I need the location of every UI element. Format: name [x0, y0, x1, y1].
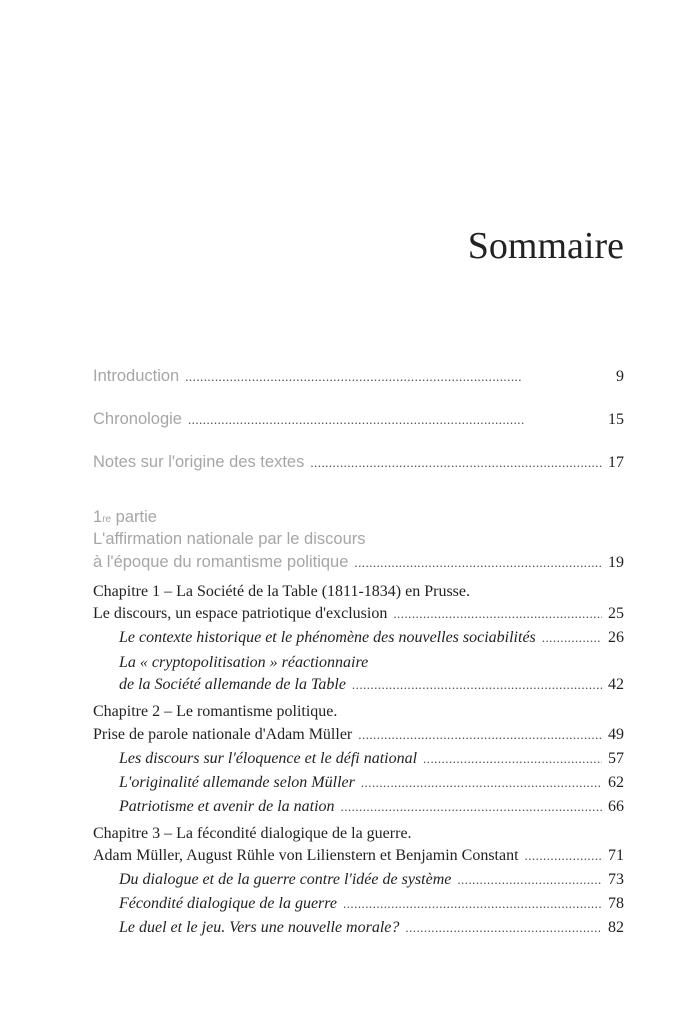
- toc-page: 78: [608, 895, 624, 912]
- toc-page: 19: [608, 554, 624, 571]
- toc-entry-notes[interactable]: [93, 453, 624, 475]
- dot-leader: [361, 775, 602, 791]
- dot-leader: [352, 677, 602, 693]
- toc-page: 25: [608, 605, 624, 622]
- toc-label: Du dialogue et de la guerre contre l'idée de système: [119, 871, 452, 888]
- dot-leader: [341, 799, 602, 815]
- toc-page: 57: [608, 750, 624, 767]
- toc-page: 82: [608, 919, 624, 936]
- dot-leader: [457, 872, 602, 888]
- toc-label: Introduction: [93, 367, 180, 385]
- toc-label: Le duel et le jeu. Vers une nouvelle morale?: [119, 919, 400, 936]
- section-title-line1: La « cryptopolitisation » réactionnaire: [119, 654, 369, 671]
- dot-leader: [542, 630, 602, 646]
- dot-leader: [188, 412, 602, 428]
- toc-entry-section[interactable]: [119, 774, 624, 796]
- page-title: Sommaire: [467, 225, 624, 267]
- toc-entry-part1[interactable]: [93, 553, 624, 575]
- toc-label: Patriotisme et avenir de la nation: [119, 798, 335, 815]
- toc-entry-section[interactable]: [119, 895, 624, 917]
- dot-leader: [354, 555, 602, 571]
- dot-leader: [310, 455, 602, 471]
- toc-entry-section[interactable]: [119, 798, 624, 820]
- toc-label: Notes sur l'origine des textes: [93, 453, 305, 471]
- toc-entry-chronologie[interactable]: [93, 410, 624, 432]
- toc-page: 66: [608, 798, 624, 815]
- dot-leader: [423, 751, 602, 767]
- part-num: 1: [93, 508, 103, 526]
- toc-entry-chapter-3[interactable]: [93, 847, 624, 869]
- toc-page: 26: [608, 629, 624, 646]
- toc-label: Le discours, un espace patriotique d'exclusion: [93, 605, 388, 622]
- part-title-line1: L'affirmation nationale par le discours: [93, 530, 366, 548]
- toc-entry-chapter-1[interactable]: [93, 605, 624, 627]
- toc-label: Prise de parole nationale d'Adam Müller: [93, 726, 353, 743]
- dot-leader: [393, 606, 602, 622]
- chapter-1-title: Chapitre 1 – La Société de la Table (1811-1834) en Prusse.: [93, 583, 470, 600]
- chapter-3-title: Chapitre 3 – La fécondité dialogique de la guerre.: [93, 825, 412, 842]
- toc-label: Fécondité dialogique de la guerre: [119, 895, 338, 912]
- toc-label: Adam Müller, August Rühle von Lilienstern et Benjamin Constant: [93, 847, 519, 864]
- toc-page: 17: [608, 454, 624, 471]
- toc-entry-introduction[interactable]: [93, 367, 624, 389]
- toc-page: 49: [608, 726, 624, 743]
- toc-page: 73: [608, 871, 624, 888]
- toc-page: 15: [608, 411, 624, 428]
- part-num-sup: re: [102, 514, 112, 525]
- toc-label: Le contexte historique et le phénomène des nouvelles sociabilités: [119, 629, 536, 646]
- toc-entry-section[interactable]: [119, 750, 624, 772]
- toc-entry-section[interactable]: [119, 676, 624, 698]
- dot-leader: [343, 896, 602, 912]
- dot-leader: [405, 920, 602, 936]
- toc-page: 62: [608, 774, 624, 791]
- part-number: [93, 508, 624, 530]
- dot-leader: [185, 369, 606, 385]
- toc-label: Chronologie: [93, 410, 182, 428]
- chapter-2-title: Chapitre 2 – Le romantisme politique.: [93, 703, 338, 720]
- toc-entry-chapter-2[interactable]: [93, 726, 624, 748]
- toc-page: 9: [616, 368, 624, 385]
- toc-entry-section[interactable]: [119, 871, 624, 893]
- toc-label: L'originalité allemande selon Müller: [119, 774, 355, 791]
- toc-entry-section[interactable]: [119, 919, 624, 941]
- toc-page: 42: [608, 676, 624, 693]
- toc-page: 71: [608, 847, 624, 864]
- toc-entry-section[interactable]: [119, 629, 624, 651]
- toc-label: à l'époque du romantisme politique: [93, 553, 349, 571]
- toc-label: de la Société allemande de la Table: [119, 676, 346, 693]
- dot-leader: [358, 727, 602, 743]
- part-label: partie: [111, 508, 157, 526]
- toc-label: Les discours sur l'éloquence et le défi national: [119, 750, 418, 767]
- dot-leader: [525, 848, 602, 864]
